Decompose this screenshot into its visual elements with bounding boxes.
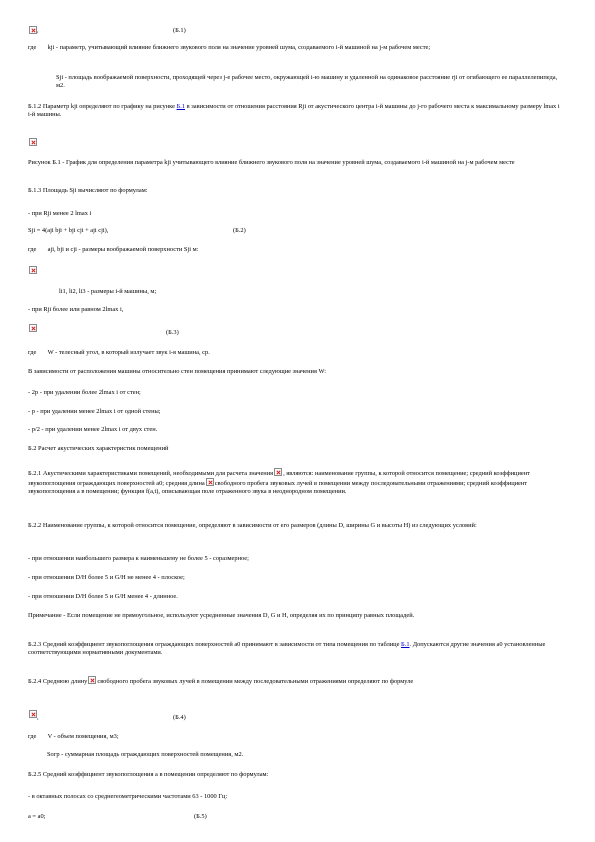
group-flat: - при отношении D/H более 5 и G/H не менее 4 - плоское; (28, 574, 185, 581)
w-option-1: - 2p - при удалении более 2lmax i от стен; (28, 389, 141, 396)
definition-sji: Sji - площадь воображаемой поверхности, проходящей через j-е рабочее место, окружающей i-ю машину и удаленной на одинаковое расстояние rji от огибающего ее параллелепипеда, м2. (56, 74, 558, 89)
paragraph-b24: Б.2.4 Среднюю длину свободного пробега звуковых лучей в помещении между последовательными отражениями определяют по формуле (28, 678, 414, 685)
case-less-2lmax: - при Rji менее 2 lmax i (28, 210, 92, 217)
definition-kji: где kji - параметр, учитывающий влияние ближнего звукового поля на значение уровней шума, создаваемого i-й машиной на j-м рабочем месте; (28, 44, 431, 51)
w-option-2: - p - при удалении менее 2lmax i от одной стены; (28, 408, 161, 415)
broken-image-icon (29, 710, 37, 718)
definition-sogr: Sогр - суммарная площадь ограждающих поверхностей помещения, м2. (47, 751, 244, 758)
definition-abc: где aji, bji и cji - размеры воображаемой поверхности Sji м: (28, 246, 199, 253)
equation-number: (Б.2) (233, 227, 246, 234)
section-heading-b2: Б.2 Расчет акустических характеристик помещений (28, 445, 169, 452)
octave-bands: - в октавных полосах со среднегеометрическими частотами 63 - 1000 Гц: (28, 793, 228, 800)
formula-b5: a = a0; (28, 813, 46, 820)
table-link[interactable]: Б.1 (401, 641, 410, 648)
definition-machine-sizes: li1, li2, li3 - размеры i-й машины, м; (59, 288, 157, 295)
figure-image-placeholder (29, 138, 37, 146)
w-option-3: - p/2 - при удалении менее 2lmax i от двух стен. (28, 426, 158, 433)
note: Примечание - Если помещение не прямоугольное, используют усредненные значения D, G и H, определяя их по принципу равных площадей. (28, 612, 415, 619)
formula-b2: Sji = 4(aji bji + bji cji + aji cji), (28, 227, 109, 234)
broken-image-icon (206, 478, 214, 486)
equation-number: (Б.5) (194, 813, 207, 820)
figure-caption: Рисунок Б.1 - График для определения параметра kji учитывающего влияние ближнего звукового поля на значение уровней шума, создаваемого i-й машиной на j-м рабочем месте (28, 159, 515, 166)
case-greater-2lmax: - при Rji более или равном 2lmax i, (28, 306, 124, 313)
equation-number: (Б.1) (173, 27, 186, 34)
group-proportional: - при отношении наибольшего размера к наименьшему не более 5 - соразмерное; (28, 555, 249, 562)
broken-image-icon (29, 26, 37, 34)
w-intro: В зависимости от расположения машины относительно стен помещения принимают следующие значения W: (28, 368, 327, 375)
broken-image-icon (274, 468, 282, 476)
definition-v: где V - объем помещения, м3; (28, 733, 119, 740)
equation-number: (Б.3) (166, 329, 179, 336)
paragraph-b13: Б.1.3 Площадь Sji вычисляют по формулам: (28, 187, 148, 194)
broken-image-icon (29, 266, 37, 274)
paragraph-b12: Б.1.2 Параметр kji определяют по графику на рисунке Б.1 в зависимости от отношения расстояния Rji от акустического центра i-й машины до j-го рабочего места к максимальному размеру lmax i i-й машины. (28, 103, 560, 118)
group-long: - при отношении D/H более 5 и G/H менее 4 - длинное. (28, 593, 178, 600)
figure-link[interactable]: Б.1 (176, 103, 186, 110)
definition-w: где W - телесный угол, в который излучает звук i-я машина, ср. (28, 349, 210, 356)
broken-image-icon (29, 324, 37, 332)
paragraph-b22: Б.2.2 Наименование группы, к которой относится помещение, определяют в зависимости от его размеров (длины D, ширины G и высоты H) из следующих условий: (28, 522, 477, 529)
equation-number: (Б.4) (173, 714, 186, 721)
paragraph-b23: Б.2.3 Средний коэффициент звукопоглощения ограждающих поверхностей a0 принимают в зависимости от типа помещения по таблице Б.1. Допускаются другие значения a0 установленные соответствующими нормативными документами. (28, 641, 546, 656)
paragraph-b21: Б.2.1 Акустическими характеристиками помещений, необходимыми для расчета значения , являются: наименование группы, к которой относится помещение; средний коэффициент звукопоглощения ограждающих поверхностей a0; средняя длина свободного пробега звуковых лучей в помещении между последовательными отражениями; средний коэффициент звукопоглощения a в помещении; функция f(a,t), описывающая поле отраженного звука в неоднородном помещении. (28, 470, 530, 495)
paragraph-b25: Б.2.5 Средний коэффициент звукопоглощения a в помещении определяют по формулам: (28, 771, 269, 778)
broken-image-icon (88, 676, 96, 684)
